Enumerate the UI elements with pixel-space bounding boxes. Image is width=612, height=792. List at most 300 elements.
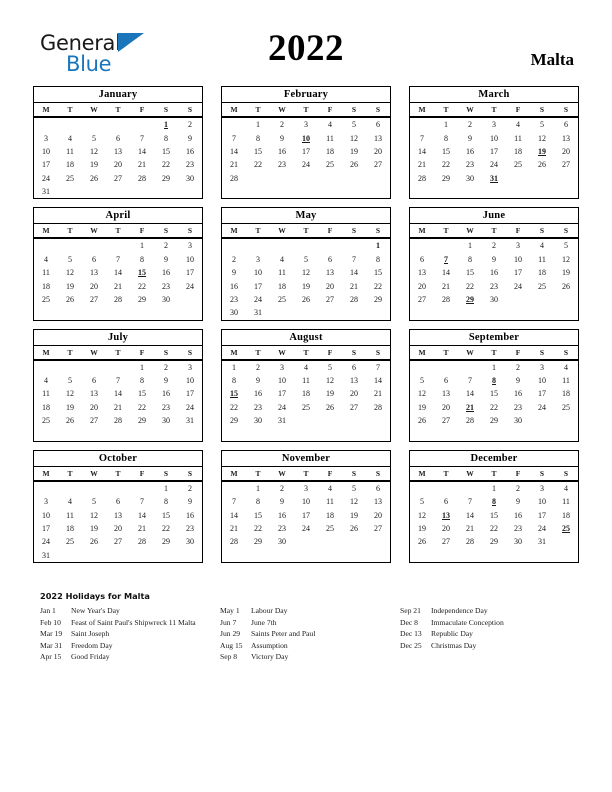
day-cell-holiday[interactable]: 31 [490, 173, 498, 183]
day-cell[interactable]: 16 [278, 510, 286, 520]
day-cell[interactable]: 4 [68, 133, 72, 143]
day-cell[interactable]: 25 [562, 402, 570, 412]
day-cell-holiday[interactable]: 13 [442, 510, 450, 520]
day-cell[interactable]: 15 [254, 146, 262, 156]
day-cell[interactable]: 7 [232, 133, 236, 143]
day-cell[interactable]: 7 [420, 133, 424, 143]
day-cell[interactable]: 15 [162, 146, 170, 156]
day-cell[interactable]: 2 [468, 120, 472, 130]
day-cell[interactable]: 30 [186, 537, 194, 547]
day-cell[interactable]: 20 [374, 146, 382, 156]
day-cell[interactable]: 20 [90, 281, 98, 291]
day-cell-holiday[interactable]: 8 [492, 497, 496, 507]
day-cell[interactable]: 29 [230, 416, 238, 426]
day-cell[interactable]: 8 [232, 376, 236, 386]
day-cell[interactable]: 17 [42, 524, 50, 534]
day-cell[interactable]: 18 [538, 268, 546, 278]
day-cell[interactable]: 9 [468, 133, 472, 143]
day-cell[interactable]: 10 [186, 254, 194, 264]
day-cell[interactable]: 3 [516, 241, 520, 251]
day-cell[interactable]: 17 [254, 281, 262, 291]
day-cell[interactable]: 11 [42, 268, 50, 278]
day-cell[interactable]: 11 [538, 254, 546, 264]
day-cell[interactable]: 26 [302, 294, 310, 304]
day-cell[interactable]: 26 [562, 281, 570, 291]
day-cell-holiday[interactable]: 15 [138, 268, 146, 278]
day-cell[interactable]: 20 [114, 160, 122, 170]
day-cell[interactable]: 26 [66, 294, 74, 304]
day-cell[interactable]: 26 [66, 416, 74, 426]
day-cell[interactable]: 11 [302, 376, 310, 386]
day-cell[interactable]: 6 [376, 483, 380, 493]
day-cell[interactable]: 24 [302, 160, 310, 170]
day-cell[interactable]: 25 [538, 281, 546, 291]
day-cell[interactable]: 13 [350, 376, 358, 386]
day-cell[interactable]: 22 [254, 160, 262, 170]
day-cell[interactable]: 27 [114, 173, 122, 183]
day-cell[interactable]: 22 [230, 402, 238, 412]
day-cell[interactable]: 7 [232, 497, 236, 507]
day-cell[interactable]: 16 [490, 268, 498, 278]
day-cell[interactable]: 16 [278, 146, 286, 156]
day-cell[interactable]: 26 [90, 537, 98, 547]
day-cell[interactable]: 16 [254, 389, 262, 399]
day-cell[interactable]: 21 [418, 160, 426, 170]
day-cell[interactable]: 29 [162, 537, 170, 547]
day-cell[interactable]: 27 [374, 160, 382, 170]
day-cell[interactable]: 2 [280, 483, 284, 493]
day-cell[interactable]: 24 [42, 173, 50, 183]
day-cell[interactable]: 12 [418, 389, 426, 399]
day-cell[interactable]: 9 [164, 376, 168, 386]
day-cell[interactable]: 18 [326, 510, 334, 520]
day-cell[interactable]: 6 [564, 120, 568, 130]
day-cell[interactable]: 6 [92, 376, 96, 386]
day-cell[interactable]: 16 [466, 146, 474, 156]
day-cell[interactable]: 6 [116, 497, 120, 507]
day-cell[interactable]: 1 [492, 362, 496, 372]
day-cell[interactable]: 25 [66, 173, 74, 183]
day-cell[interactable]: 31 [42, 187, 50, 197]
day-cell[interactable]: 17 [302, 146, 310, 156]
day-cell[interactable]: 21 [442, 281, 450, 291]
day-cell[interactable]: 17 [42, 160, 50, 170]
day-cell[interactable]: 29 [138, 416, 146, 426]
day-cell-holiday[interactable]: 8 [492, 376, 496, 386]
day-cell[interactable]: 2 [516, 483, 520, 493]
day-cell[interactable]: 5 [68, 376, 72, 386]
day-cell[interactable]: 2 [492, 241, 496, 251]
day-cell[interactable]: 11 [326, 133, 334, 143]
day-cell[interactable]: 6 [420, 254, 424, 264]
day-cell[interactable]: 18 [66, 160, 74, 170]
day-cell[interactable]: 19 [66, 281, 74, 291]
day-cell[interactable]: 5 [420, 376, 424, 386]
day-cell[interactable]: 4 [304, 362, 308, 372]
day-cell[interactable]: 27 [350, 402, 358, 412]
day-cell[interactable]: 28 [114, 416, 122, 426]
day-cell[interactable]: 28 [466, 537, 474, 547]
day-cell[interactable]: 7 [376, 362, 380, 372]
day-cell[interactable]: 8 [140, 376, 144, 386]
day-cell[interactable]: 26 [418, 416, 426, 426]
day-cell[interactable]: 30 [514, 416, 522, 426]
day-cell[interactable]: 12 [90, 510, 98, 520]
day-cell[interactable]: 1 [468, 241, 472, 251]
day-cell[interactable]: 11 [562, 376, 570, 386]
day-cell[interactable]: 14 [466, 510, 474, 520]
day-cell[interactable]: 25 [278, 294, 286, 304]
day-cell[interactable]: 15 [162, 510, 170, 520]
day-cell[interactable]: 1 [492, 483, 496, 493]
day-cell[interactable]: 7 [116, 254, 120, 264]
day-cell[interactable]: 10 [538, 376, 546, 386]
day-cell[interactable]: 6 [328, 254, 332, 264]
day-cell[interactable]: 28 [114, 294, 122, 304]
day-cell[interactable]: 5 [68, 254, 72, 264]
day-cell[interactable]: 3 [256, 254, 260, 264]
day-cell[interactable]: 19 [418, 402, 426, 412]
day-cell[interactable]: 21 [230, 160, 238, 170]
day-cell[interactable]: 25 [302, 402, 310, 412]
day-cell[interactable]: 22 [138, 281, 146, 291]
day-cell[interactable]: 28 [230, 173, 238, 183]
day-cell[interactable]: 16 [186, 510, 194, 520]
day-cell[interactable]: 24 [490, 160, 498, 170]
day-cell[interactable]: 4 [328, 483, 332, 493]
day-cell[interactable]: 2 [164, 362, 168, 372]
day-cell[interactable]: 27 [90, 294, 98, 304]
day-cell[interactable]: 9 [516, 497, 520, 507]
day-cell[interactable]: 21 [230, 524, 238, 534]
day-cell[interactable]: 13 [114, 146, 122, 156]
day-cell[interactable]: 12 [562, 254, 570, 264]
day-cell[interactable]: 10 [254, 268, 262, 278]
day-cell[interactable]: 1 [256, 120, 260, 130]
day-cell[interactable]: 26 [418, 537, 426, 547]
day-cell[interactable]: 23 [162, 281, 170, 291]
day-cell[interactable]: 7 [140, 497, 144, 507]
day-cell[interactable]: 14 [138, 146, 146, 156]
day-cell[interactable]: 16 [230, 281, 238, 291]
day-cell[interactable]: 22 [162, 160, 170, 170]
day-cell[interactable]: 24 [186, 402, 194, 412]
day-cell[interactable]: 29 [254, 537, 262, 547]
day-cell[interactable]: 18 [66, 524, 74, 534]
day-cell[interactable]: 23 [278, 524, 286, 534]
day-cell[interactable]: 26 [350, 160, 358, 170]
day-cell[interactable]: 5 [304, 254, 308, 264]
day-cell[interactable]: 7 [140, 133, 144, 143]
day-cell[interactable]: 30 [254, 416, 262, 426]
day-cell[interactable]: 9 [232, 268, 236, 278]
day-cell[interactable]: 8 [444, 133, 448, 143]
day-cell[interactable]: 3 [492, 120, 496, 130]
day-cell[interactable]: 15 [138, 389, 146, 399]
day-cell[interactable]: 28 [442, 294, 450, 304]
day-cell[interactable]: 26 [350, 524, 358, 534]
day-cell[interactable]: 15 [442, 146, 450, 156]
day-cell[interactable]: 14 [230, 510, 238, 520]
day-cell[interactable]: 9 [280, 497, 284, 507]
day-cell[interactable]: 10 [514, 254, 522, 264]
day-cell[interactable]: 2 [232, 254, 236, 264]
day-cell[interactable]: 22 [254, 524, 262, 534]
day-cell[interactable]: 20 [442, 524, 450, 534]
day-cell[interactable]: 27 [562, 160, 570, 170]
day-cell[interactable]: 12 [90, 146, 98, 156]
day-cell[interactable]: 9 [256, 376, 260, 386]
day-cell[interactable]: 24 [538, 524, 546, 534]
day-cell[interactable]: 2 [516, 362, 520, 372]
day-cell[interactable]: 23 [514, 524, 522, 534]
day-cell[interactable]: 9 [280, 133, 284, 143]
day-cell[interactable]: 23 [230, 294, 238, 304]
day-cell[interactable]: 21 [114, 281, 122, 291]
day-cell[interactable]: 10 [42, 510, 50, 520]
day-cell[interactable]: 11 [66, 510, 74, 520]
day-cell[interactable]: 5 [540, 120, 544, 130]
day-cell[interactable]: 14 [466, 389, 474, 399]
day-cell[interactable]: 25 [514, 160, 522, 170]
day-cell[interactable]: 18 [562, 389, 570, 399]
day-cell[interactable]: 13 [374, 133, 382, 143]
day-cell[interactable]: 14 [230, 146, 238, 156]
day-cell[interactable]: 5 [420, 497, 424, 507]
day-cell[interactable]: 9 [516, 376, 520, 386]
day-cell-holiday[interactable]: 1 [376, 241, 380, 251]
day-cell[interactable]: 8 [164, 497, 168, 507]
day-cell[interactable]: 22 [490, 524, 498, 534]
day-cell[interactable]: 4 [540, 241, 544, 251]
day-cell[interactable]: 26 [326, 402, 334, 412]
day-cell[interactable]: 12 [66, 268, 74, 278]
day-cell[interactable]: 29 [374, 294, 382, 304]
day-cell[interactable]: 1 [140, 241, 144, 251]
day-cell[interactable]: 10 [538, 497, 546, 507]
day-cell[interactable]: 11 [278, 268, 286, 278]
day-cell[interactable]: 4 [44, 376, 48, 386]
day-cell[interactable]: 19 [302, 281, 310, 291]
day-cell[interactable]: 6 [92, 254, 96, 264]
day-cell[interactable]: 12 [538, 133, 546, 143]
day-cell-holiday[interactable]: 7 [444, 254, 448, 264]
day-cell[interactable]: 23 [162, 402, 170, 412]
day-cell[interactable]: 19 [90, 160, 98, 170]
day-cell[interactable]: 30 [490, 294, 498, 304]
day-cell[interactable]: 3 [188, 241, 192, 251]
day-cell[interactable]: 27 [442, 416, 450, 426]
day-cell[interactable]: 11 [42, 389, 50, 399]
day-cell[interactable]: 4 [44, 254, 48, 264]
day-cell[interactable]: 5 [92, 497, 96, 507]
day-cell[interactable]: 24 [254, 294, 262, 304]
day-cell[interactable]: 20 [350, 389, 358, 399]
day-cell[interactable]: 27 [418, 294, 426, 304]
day-cell[interactable]: 17 [490, 146, 498, 156]
day-cell[interactable]: 5 [328, 362, 332, 372]
day-cell[interactable]: 31 [538, 537, 546, 547]
day-cell[interactable]: 9 [164, 254, 168, 264]
day-cell[interactable]: 18 [278, 281, 286, 291]
day-cell[interactable]: 1 [164, 483, 168, 493]
day-cell[interactable]: 25 [42, 294, 50, 304]
day-cell[interactable]: 13 [90, 389, 98, 399]
day-cell[interactable]: 10 [278, 376, 286, 386]
day-cell[interactable]: 25 [326, 524, 334, 534]
day-cell[interactable]: 7 [116, 376, 120, 386]
day-cell[interactable]: 4 [328, 120, 332, 130]
day-cell[interactable]: 13 [442, 389, 450, 399]
day-cell[interactable]: 6 [376, 120, 380, 130]
day-cell[interactable]: 31 [186, 416, 194, 426]
day-cell[interactable]: 22 [442, 160, 450, 170]
day-cell[interactable]: 4 [564, 483, 568, 493]
day-cell[interactable]: 17 [186, 389, 194, 399]
day-cell[interactable]: 28 [138, 537, 146, 547]
day-cell[interactable]: 5 [564, 241, 568, 251]
day-cell[interactable]: 23 [466, 160, 474, 170]
day-cell[interactable]: 11 [562, 497, 570, 507]
day-cell[interactable]: 18 [326, 146, 334, 156]
day-cell[interactable]: 29 [162, 173, 170, 183]
day-cell[interactable]: 27 [114, 537, 122, 547]
day-cell[interactable]: 15 [466, 268, 474, 278]
day-cell[interactable]: 3 [540, 362, 544, 372]
day-cell[interactable]: 14 [114, 389, 122, 399]
day-cell[interactable]: 20 [442, 402, 450, 412]
day-cell[interactable]: 13 [114, 510, 122, 520]
day-cell[interactable]: 8 [164, 133, 168, 143]
day-cell[interactable]: 8 [140, 254, 144, 264]
day-cell[interactable]: 22 [466, 281, 474, 291]
day-cell[interactable]: 14 [442, 268, 450, 278]
day-cell[interactable]: 6 [352, 362, 356, 372]
day-cell[interactable]: 28 [418, 173, 426, 183]
day-cell[interactable]: 13 [374, 497, 382, 507]
day-cell[interactable]: 4 [68, 497, 72, 507]
day-cell-holiday[interactable]: 25 [562, 524, 570, 534]
day-cell[interactable]: 27 [326, 294, 334, 304]
day-cell[interactable]: 24 [514, 281, 522, 291]
day-cell[interactable]: 13 [90, 268, 98, 278]
day-cell[interactable]: 27 [374, 524, 382, 534]
day-cell[interactable]: 28 [466, 416, 474, 426]
day-cell[interactable]: 5 [92, 133, 96, 143]
day-cell[interactable]: 20 [114, 524, 122, 534]
day-cell[interactable]: 31 [42, 550, 50, 560]
day-cell[interactable]: 8 [468, 254, 472, 264]
day-cell[interactable]: 26 [90, 173, 98, 183]
day-cell[interactable]: 20 [326, 281, 334, 291]
day-cell[interactable]: 3 [280, 362, 284, 372]
day-cell[interactable]: 21 [138, 160, 146, 170]
day-cell[interactable]: 6 [116, 133, 120, 143]
day-cell[interactable]: 2 [256, 362, 260, 372]
day-cell[interactable]: 10 [302, 497, 310, 507]
day-cell[interactable]: 9 [492, 254, 496, 264]
day-cell[interactable]: 9 [188, 133, 192, 143]
day-cell[interactable]: 25 [66, 537, 74, 547]
day-cell[interactable]: 1 [140, 362, 144, 372]
day-cell[interactable]: 21 [114, 402, 122, 412]
day-cell[interactable]: 17 [514, 268, 522, 278]
day-cell[interactable]: 24 [186, 281, 194, 291]
day-cell[interactable]: 4 [280, 254, 284, 264]
day-cell[interactable]: 12 [350, 133, 358, 143]
day-cell-holiday[interactable]: 21 [466, 402, 474, 412]
day-cell[interactable]: 3 [44, 497, 48, 507]
day-cell[interactable]: 12 [66, 389, 74, 399]
day-cell[interactable]: 16 [514, 510, 522, 520]
day-cell[interactable]: 7 [468, 497, 472, 507]
day-cell[interactable]: 5 [352, 483, 356, 493]
day-cell[interactable]: 23 [514, 402, 522, 412]
day-cell[interactable]: 19 [562, 268, 570, 278]
day-cell[interactable]: 12 [326, 376, 334, 386]
day-cell[interactable]: 13 [326, 268, 334, 278]
day-cell[interactable]: 20 [90, 402, 98, 412]
day-cell[interactable]: 28 [350, 294, 358, 304]
day-cell[interactable]: 1 [232, 362, 236, 372]
day-cell[interactable]: 18 [514, 146, 522, 156]
day-cell[interactable]: 30 [230, 308, 238, 318]
day-cell[interactable]: 11 [66, 146, 74, 156]
day-cell[interactable]: 18 [562, 510, 570, 520]
day-cell[interactable]: 28 [374, 402, 382, 412]
day-cell[interactable]: 8 [256, 133, 260, 143]
day-cell[interactable]: 21 [374, 389, 382, 399]
day-cell[interactable]: 20 [562, 146, 570, 156]
day-cell[interactable]: 17 [538, 389, 546, 399]
day-cell[interactable]: 30 [278, 537, 286, 547]
day-cell[interactable]: 29 [442, 173, 450, 183]
day-cell[interactable]: 16 [514, 389, 522, 399]
day-cell[interactable]: 29 [490, 416, 498, 426]
day-cell[interactable]: 23 [254, 402, 262, 412]
day-cell[interactable]: 14 [138, 510, 146, 520]
day-cell[interactable]: 18 [302, 389, 310, 399]
day-cell[interactable]: 16 [186, 146, 194, 156]
day-cell[interactable]: 8 [256, 497, 260, 507]
day-cell[interactable]: 23 [490, 281, 498, 291]
day-cell[interactable]: 2 [164, 241, 168, 251]
day-cell[interactable]: 6 [444, 497, 448, 507]
day-cell[interactable]: 24 [538, 402, 546, 412]
day-cell[interactable]: 21 [350, 281, 358, 291]
day-cell[interactable]: 2 [280, 120, 284, 130]
day-cell[interactable]: 11 [326, 497, 334, 507]
day-cell[interactable]: 29 [490, 537, 498, 547]
day-cell[interactable]: 7 [468, 376, 472, 386]
day-cell[interactable]: 17 [538, 510, 546, 520]
day-cell[interactable]: 15 [374, 268, 382, 278]
day-cell[interactable]: 1 [256, 483, 260, 493]
day-cell[interactable]: 17 [186, 268, 194, 278]
day-cell[interactable]: 21 [138, 524, 146, 534]
day-cell[interactable]: 2 [188, 120, 192, 130]
day-cell[interactable]: 19 [90, 524, 98, 534]
day-cell[interactable]: 3 [304, 483, 308, 493]
day-cell[interactable]: 22 [490, 402, 498, 412]
day-cell[interactable]: 6 [444, 376, 448, 386]
day-cell[interactable]: 24 [42, 537, 50, 547]
day-cell[interactable]: 12 [418, 510, 426, 520]
day-cell[interactable]: 10 [490, 133, 498, 143]
day-cell[interactable]: 5 [352, 120, 356, 130]
day-cell[interactable]: 16 [162, 389, 170, 399]
day-cell[interactable]: 23 [278, 160, 286, 170]
